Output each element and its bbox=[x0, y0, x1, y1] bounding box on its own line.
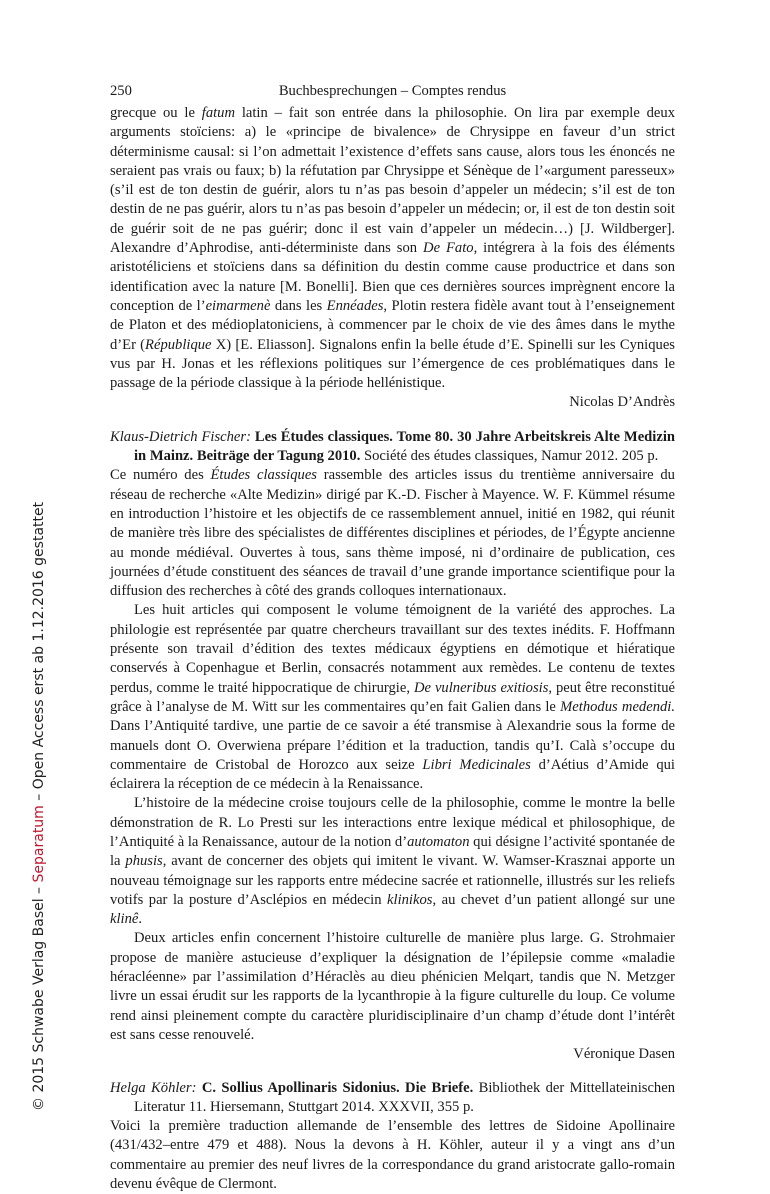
page-header bbox=[110, 82, 675, 102]
review1-signature: Nicolas D’Andrès bbox=[569, 394, 675, 411]
review3-title: C. Sollius Apollinaris Sidonius. Die Briefe. bbox=[201, 1079, 474, 1096]
separatum-label: Separatum bbox=[31, 805, 47, 883]
copyright-sidebar bbox=[30, 502, 49, 1111]
copyright-text: © 2015 Schwabe Verlag Basel – bbox=[31, 882, 47, 1111]
review3-bibliographic-entry bbox=[110, 1079, 675, 1118]
review2-paragraph-1: Ce numéro des Études classiques rassemble des articles issus du trentième anniversaire du réseau de recherche «Alte Medizin» dirigé par K.-D. Fischer à Mayence. W. F. Kümmel résume en introduction l’histoire et les objectifs de ce rassemblement annuel, initié en 1982, qui réunit de manière très libre des spécialistes de différentes disciplines et périodes, de l’Égypte ancienne au monde médiéval. Ouvertes à tous, sans thème imposé, ni d’ordinaire de publication, ces journées d’étude constituent des séances de travail d’une grande importance scientifique pour la diffusion des recherches à côté des grands colloques internationaux. bbox=[110, 467, 675, 600]
review2-title: Les Études classiques. Tome 80. 30 Jahre Arbeitskreis Alte Medizin in Mainz. Beiträge der Tagung 2010. bbox=[134, 428, 675, 465]
review3-author: Helga Köhler: bbox=[110, 1079, 197, 1096]
review2-paragraph-4: Deux articles enfin concernent l’histoire culturelle de manière plus large. G. Strohmaier propose de manière astucieuse d’expliquer la désignation de l’épilepsie comme «maladie héracléenne» par l’assimilation d’Héraclès au dieu phénicien Melqart, tandis que N. Metzger livre un essai érudit sur les rapports de la lycanthropie à la figure culturelle du loup. Ce volume rend ainsi pleinement compte du caractère pluridisciplinaire d’un champ d’étude dont l’intérêt est sans cesse renouvelé. bbox=[110, 930, 675, 1043]
review2-paragraph-3: L’histoire de la médecine croise toujours celle de la philosophie, comme le montre la belle démonstration de R. Lo Presti sur les interactions entre lexique médical et philosophique, de l’Antiquité à la Renaissance, autour de la notion d’automaton qui désigne l’activité spontanée de la phusis, avant de concerner des objets qui imitent le vivant. W. Wamser-Krasznai apporte un nouveau témoignage sur les rapports entre médecine sacrée et rationnelle, illustrés sur les reliefs votifs par la posture d’Asclépios en médecin klinikos, au chevet d’un patient allongé sur une klinê. bbox=[110, 795, 675, 928]
review3-publication: Bibliothek der Mittellateinischen Literatur 11. Hiersemann, Stuttgart 2014. XXXVII, 355 p. bbox=[134, 1079, 676, 1115]
review2-bibliographic-entry bbox=[110, 428, 675, 467]
review3-paragraph-1: Voici la première traduction allemande de l’ensemble des lettres de Sidoine Apollinaire (431/432–entre 479 et 488). Nous la devons à H. Köhler, auteur il y a vingt ans d’un commentaire au premier des neuf livres de la correspondance du grand aristocrate gallo-romain devenu évêque de Clermont. bbox=[110, 1118, 675, 1193]
review2-publication: Société des études classiques, Namur 2012. 205 p. bbox=[364, 448, 659, 465]
review2-signature: Véronique Dasen bbox=[573, 1046, 675, 1063]
page-body bbox=[110, 104, 675, 1194]
review2-paragraph-2: Les huit articles qui composent le volume témoignent de la variété des approches. La philologie est représentée par quatre chercheurs travaillant sur des textes inédits. F. Hoffmann présente son travail d’édition des textes médicaux égyptiens en démotique et hiératique conservés à Copenhague et Berlin, consacrés notamment aux remèdes. Le contenu de textes perdus, comme le traité hippocratique de chirurgie, De vulneribus exitiosis, peut être reconstitué grâce à l’analyse de M. Witt sur les commentaires qu’en fait Galien dans le Methodus medendi. Dans l’Antiquité tardive, une partie de ce savoir a été transmise à Alexandrie sous la forme de manuels dont O. Overwiena prépare l’édition et la traduction, tandis qu’I. Calà s’occupe du commentaire de Cristobal de Horozco aux seize Libri Medicinales d’Aétius d’Amide qui éclairera la réception de ce médecin à la Renaissance. bbox=[110, 602, 675, 793]
page-number: 250 bbox=[110, 83, 132, 99]
review2-author: Klaus-Dietrich Fischer: bbox=[110, 428, 251, 445]
review1-paragraph: grecque ou le fatum latin – fait son entrée dans la philosophie. On lira par exemple deux arguments stoïciens: a) le «principe de bivalence» de Chrysippe en faveur d’un strict déterminisme causal: si l’on admettait l’existence d’effets sans cause, alors tous les énoncés ne seraient pas vrais ou faux; b) la réfutation par Chrysippe et Sénèque de l’«argument paresseux» (s’il est de ton destin de guérir, alors tu n’as pas besoin d’appeler un médecin; s’il est de ton destin de ne pas guérir, alors tu n’as pas besoin d’appeler un médecin; or, il est de ton destin soit de guérir soit de ne pas guérir; donc il est vain d’appeler un médecin…) [J. Wildberger]. Alexandre d’Aphrodise, anti-déterministe dans son De Fato, intégrera à la fois des éléments aristotéliciens et stoïciens dans sa définition du destin comme cause productrice et dans son identification avec la nature [M. Bonelli]. Bien que ces dernières sources imprègnent encore la conception de l’eimarmenè dans les Ennéades, Plotin restera fidèle avant tout à l’enseignement de Platon et des médioplatoniciens, à commencer par le choix de vie des âmes dans le mythe d’Er (République X) [E. Eliasson]. Signalons enfin la belle étude d’E. Spinelli sur les Cyniques vus par H. Jonas et les réflexions politiques sur l’émergence de ces problématiques dans le passage de la période classique à la période hellénistique. bbox=[110, 105, 675, 392]
open-access-note: – Open Access erst ab 1.12.2016 gestattet bbox=[31, 501, 47, 806]
running-title: Buchbesprechungen – Comptes rendus bbox=[278, 83, 507, 99]
